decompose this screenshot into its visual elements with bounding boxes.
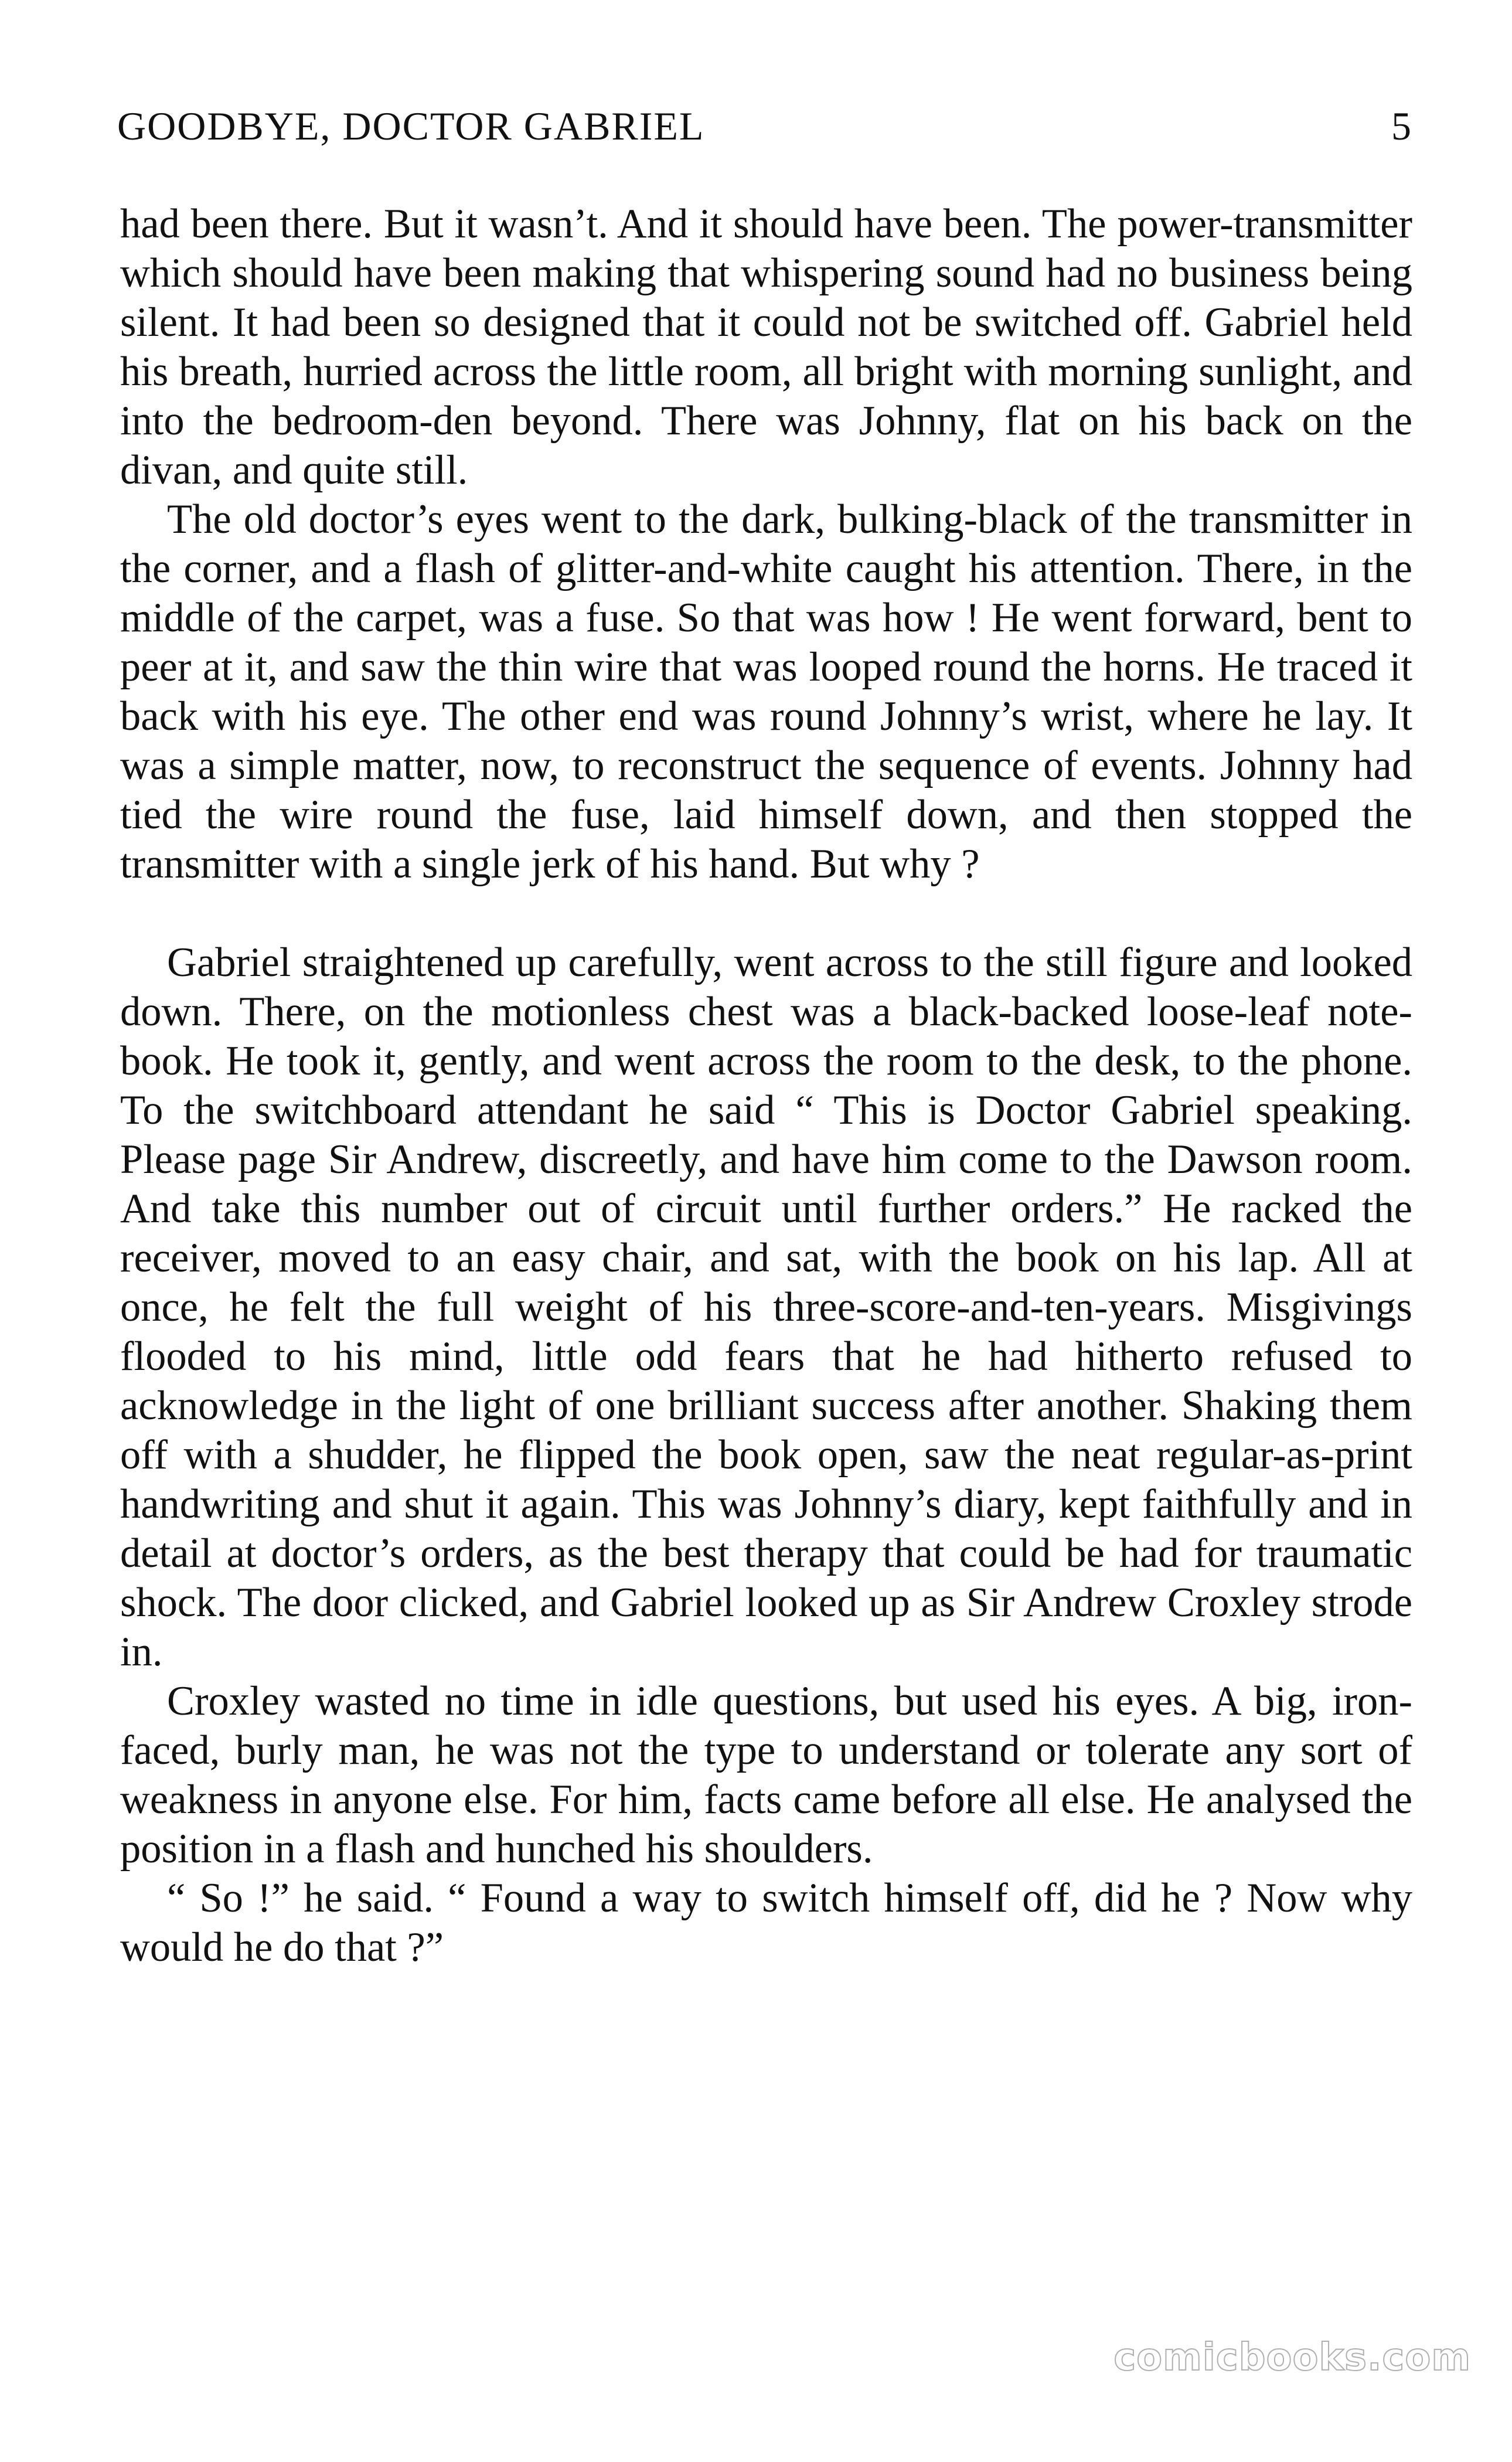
watermark-logo: comicbooks.com	[1113, 2336, 1471, 2379]
paragraph: The old doctor’s eyes went to the dark, bulking-black of the transmitter in the corner, and a flash of glitter-and-white caught his attention. There, in the middle of the carpet, was a fuse. So that was how ! He went forward, bent to peer at it, and saw the thin wire that was looped round the horns. He traced it back with his eye. The other end was round Johnny’s wrist, where he lay. It was a simple matter, now, to reconstruct the sequence of events. Johnny had tied the wire round the fuse, laid himself down, and then stopped the transmitter with a single jerk of his hand. But why ?	[120, 497, 1412, 887]
paragraph-continued: had been there. But it wasn’t. And it should have been. The power-transmitter which should have been making that whispering sound had no business being silent. It had been so designed that it could not be switched off. Gabriel held his breath, hurried across the little room, all bright with morning sunlight, and into the bedroom-den beyond. There was Johnny, flat on his back on the divan, and quite still.	[120, 201, 1412, 493]
page-number: 5	[1391, 104, 1412, 148]
running-head-title: GOODBYE, DOCTOR GABRIEL	[117, 104, 705, 148]
paragraph: Croxley wasted no time in idle questions, but used his eyes. A big, iron-faced, burly man, he was not the type to understand or tolerate any sort of weakness in anyone else. For him, facts came before all else. He analysed the position in a flash and hunched his shoulders.	[120, 1678, 1412, 1872]
running-head	[117, 100, 1412, 152]
paragraph: “ So !” he said. “ Found a way to switch himself off, did he ? Now why would he do that ?”	[120, 1875, 1412, 1970]
paragraph: Gabriel straightened up carefully, went across to the still figure and looked down. There, on the motionless chest was a black-backed loose-leaf note-book. He took it, gently, and went across the room to the desk, to the phone. To the switchboard attendant he said “ This is Doctor Gabriel speaking. Please page Sir Andrew, discreetly, and have him come to the Dawson room. And take this number out of circuit until further orders.” He racked the receiver, moved to an easy chair, and sat, with the book on his lap. All at once, he felt the full weight of his three-score-and-ten-years. Misgivings flooded to his mind, little odd fears that he had hitherto refused to acknowledge in the light of one brilliant success after another. Shaking them off with a shudder, he flipped the book open, saw the neat regular-as-print handwriting and shut it again. This was Johnny’s diary, kept faithfully and in detail at doctor’s orders, as the best therapy that could be had for traumatic shock. The door clicked, and Gabriel looked up as Sir Andrew Croxley strode in.	[120, 940, 1412, 1675]
body-text	[120, 199, 1412, 1972]
